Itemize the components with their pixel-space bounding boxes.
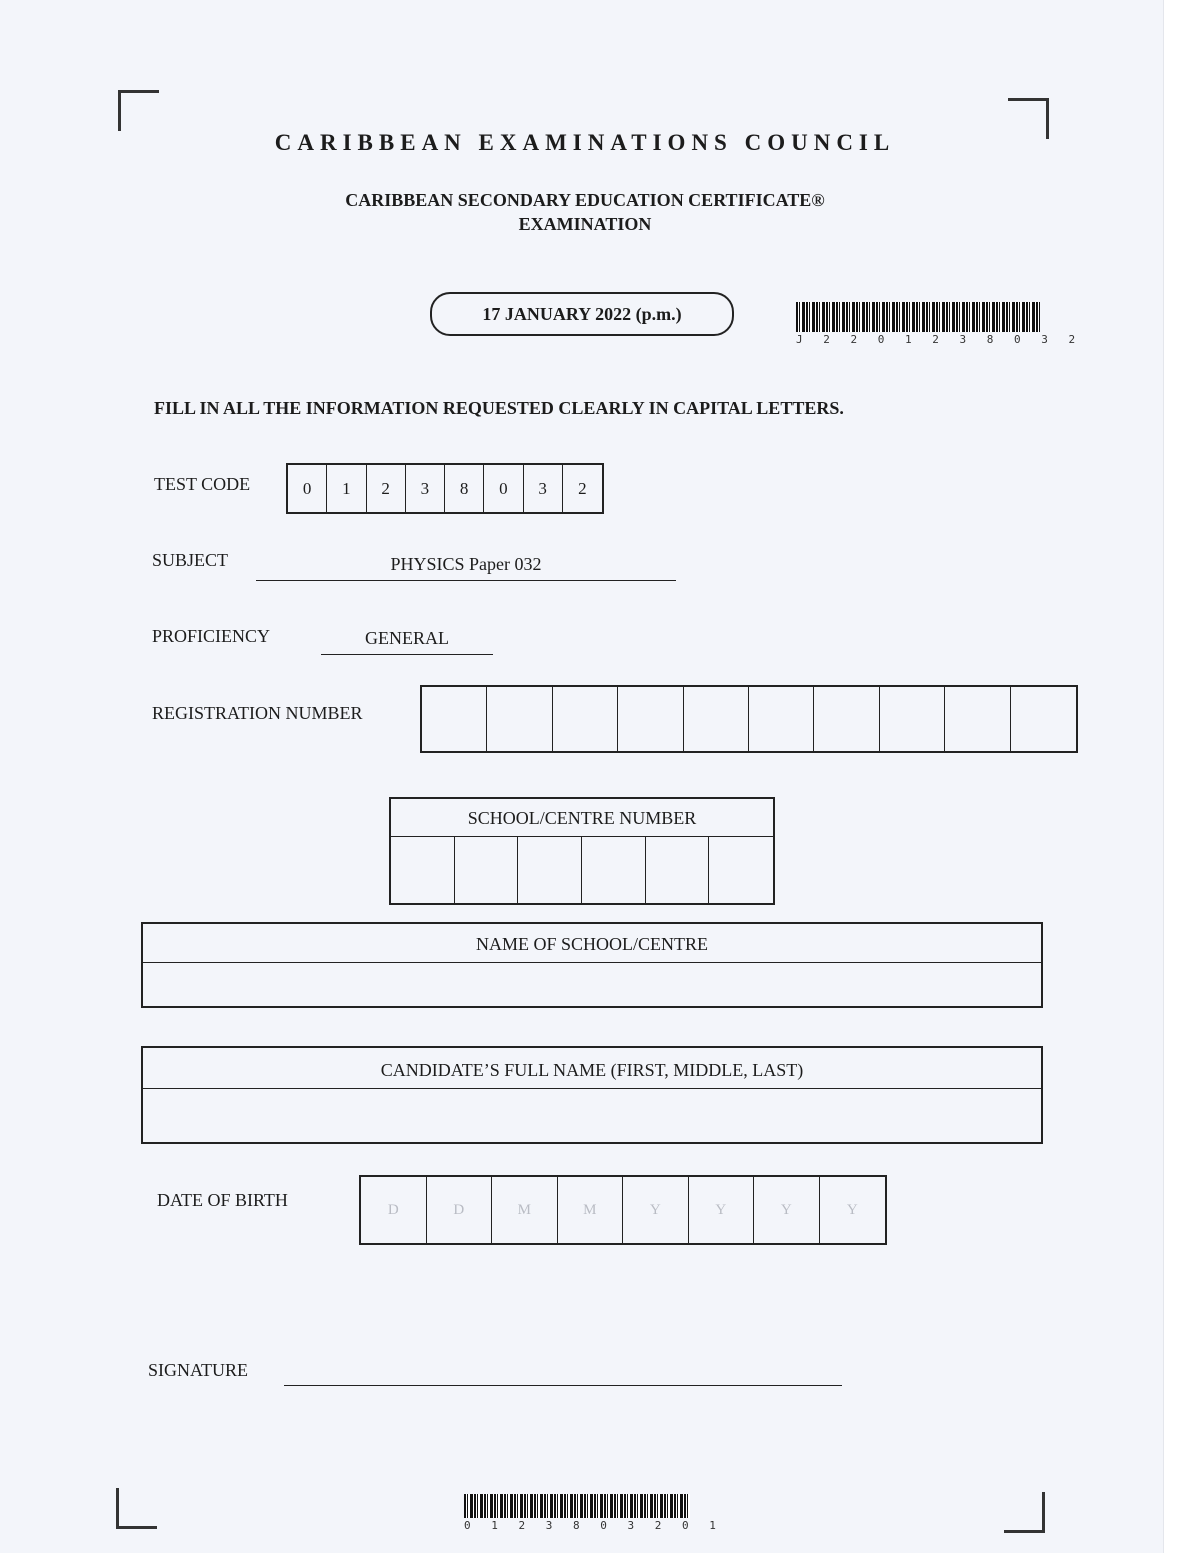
test-code-digit: 8: [445, 465, 484, 512]
date-of-birth-box[interactable]: Y: [623, 1177, 689, 1243]
barcode-bottom: [464, 1494, 723, 1532]
proficiency-label: PROFICIENCY: [152, 626, 271, 646]
test-code-digit: 2: [578, 478, 587, 498]
signature-line[interactable]: [284, 1385, 842, 1386]
date-of-birth-box[interactable]: Y: [846, 1201, 858, 1218]
registration-number-box[interactable]: [814, 687, 879, 751]
instruction-text: FILL IN ALL THE INFORMATION REQUESTED CLEARLY IN CAPITAL LETTERS.: [154, 398, 844, 418]
registration-mark-bottom-right: [1004, 1492, 1045, 1533]
registration-number-box[interactable]: [880, 687, 945, 751]
exam-date-badge: 17 JANUARY 2022 (p.m.): [430, 292, 734, 336]
registration-number-boxes: [420, 685, 1078, 753]
date-of-birth-box[interactable]: D: [427, 1177, 493, 1243]
date-of-birth-box[interactable]: D: [361, 1177, 427, 1243]
school-centre-number-label: SCHOOL/CENTRE NUMBER: [391, 799, 773, 837]
date-of-birth-box[interactable]: M: [558, 1177, 624, 1243]
school-name-block: [141, 922, 1043, 1008]
candidate-name-field[interactable]: [143, 1089, 1041, 1143]
barcode-top-bars: [796, 302, 1040, 332]
barcode-bottom-bars: [464, 1494, 690, 1518]
registration-number-box[interactable]: [487, 687, 552, 751]
school-centre-number-box[interactable]: [582, 837, 646, 904]
school-centre-number-box[interactable]: [518, 837, 582, 904]
registration-mark-bottom-left: [116, 1488, 157, 1529]
candidate-name-block: [141, 1046, 1043, 1144]
school-centre-number-box[interactable]: [455, 837, 519, 904]
test-code-digit: 3: [406, 465, 445, 512]
registration-number-box[interactable]: [684, 687, 749, 751]
registration-number-label: REGISTRATION NUMBER: [152, 703, 363, 723]
proficiency-field: GENERAL: [321, 628, 493, 655]
test-code-label: TEST CODE: [154, 474, 251, 494]
certificate-title-line1: CARIBBEAN SECONDARY EDUCATION CERTIFICATE®: [345, 190, 825, 210]
test-code-digit: 2: [367, 465, 406, 512]
school-name-label: NAME OF SCHOOL/CENTRE: [143, 924, 1041, 963]
date-of-birth-label: DATE OF BIRTH: [157, 1190, 288, 1210]
registration-number-box[interactable]: [749, 687, 814, 751]
registration-number-box[interactable]: [945, 687, 1010, 751]
barcode-top: [796, 302, 1083, 346]
test-code-digit: 3: [524, 465, 563, 512]
candidate-name-label: CANDIDATE’S FULL NAME (FIRST, MIDDLE, LAST): [143, 1048, 1041, 1089]
test-code-boxes: [286, 463, 604, 514]
registration-number-box[interactable]: [553, 687, 618, 751]
subject-label: SUBJECT: [152, 550, 229, 570]
signature-label: SIGNATURE: [148, 1360, 249, 1380]
barcode-bottom-digits: 0 1 2 3 8 0 3 2 0 1: [464, 1519, 723, 1532]
registration-number-box[interactable]: [1011, 687, 1076, 751]
date-of-birth-box[interactable]: Y: [689, 1177, 755, 1243]
date-of-birth-box[interactable]: Y: [754, 1177, 820, 1243]
test-code-digit: 1: [327, 465, 366, 512]
subject-field: PHYSICS Paper 032: [256, 554, 676, 581]
date-of-birth-boxes: [359, 1175, 887, 1245]
barcode-top-digits: J 2 2 0 1 2 3 8 0 3 2: [796, 333, 1083, 346]
registration-number-box[interactable]: [618, 687, 683, 751]
school-name-field[interactable]: [143, 963, 1041, 1007]
date-of-birth-box[interactable]: M: [492, 1177, 558, 1243]
certificate-title-line2: EXAMINATION: [518, 214, 652, 234]
test-code-digit: 0: [288, 465, 327, 512]
registration-mark-top-left: [118, 90, 159, 131]
certificate-title: [0, 188, 1170, 236]
school-centre-number-box[interactable]: [391, 837, 455, 904]
school-centre-number-box[interactable]: [709, 837, 773, 904]
school-centre-number-box[interactable]: [646, 837, 710, 904]
registration-number-box[interactable]: [422, 687, 487, 751]
test-code-digit: 0: [484, 465, 523, 512]
school-centre-number-block: [389, 797, 775, 905]
school-centre-number-boxes: [391, 837, 773, 904]
council-title: CARIBBEAN EXAMINATIONS COUNCIL: [274, 130, 896, 155]
